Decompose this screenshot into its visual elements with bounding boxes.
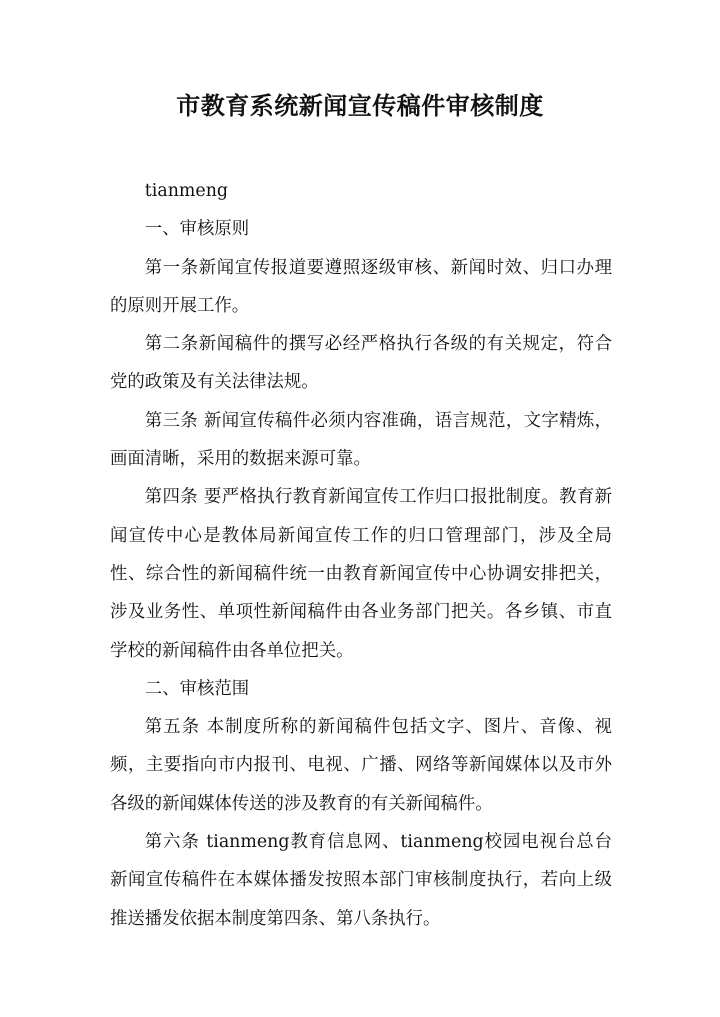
section-heading-review-scope: 二、审核范围	[144, 678, 250, 699]
article-5: 第五条 本制度所称的新闻稿件包括文字、图片、音像、视频，主要指向市内报刊、电视、广播、网络等新闻媒体以及市外各级的新闻媒体传送的涉及教育的有关新闻稿件。	[110, 717, 612, 814]
article-3: 第三条 新闻宣传稿件必须内容准确，语言规范，文字精炼，画面清晰，采用的数据来源可靠。	[110, 410, 612, 470]
article-1: 第一条新闻宣传报道要遵照逐级审核、新闻时效、归口办理的原则开展工作。	[110, 257, 612, 316]
author-line: tianmeng	[144, 181, 229, 201]
document-body	[110, 172, 612, 938]
article-4: 第四条 要严格执行教育新闻宣传工作归口报批制度。教育新闻宣传中心是教体局新闻宣传工作的归口管理部门，涉及全局性、综合性的新闻稿件统一由教育新闻宣传中心协调安排把关，涉及业务性、单项性新闻稿件由各业务部门把关。各乡镇、市直学校的新闻稿件由各单位把关。	[110, 487, 612, 661]
document-title: 市教育系统新闻宣传稿件审核制度	[176, 92, 544, 120]
article-6: 第六条 tianmeng教育信息网、tianmeng校园电视台总台新闻宣传稿件在本媒体播发按照本部门审核制度执行，若向上级推送播发依据本制度第四条、第八条执行。	[110, 832, 612, 929]
article-2: 第二条新闻稿件的撰写必经严格执行各级的有关规定，符合党的政策及有关法律法规。	[110, 334, 612, 393]
section-heading-review-principles: 一、审核原则	[144, 219, 250, 240]
